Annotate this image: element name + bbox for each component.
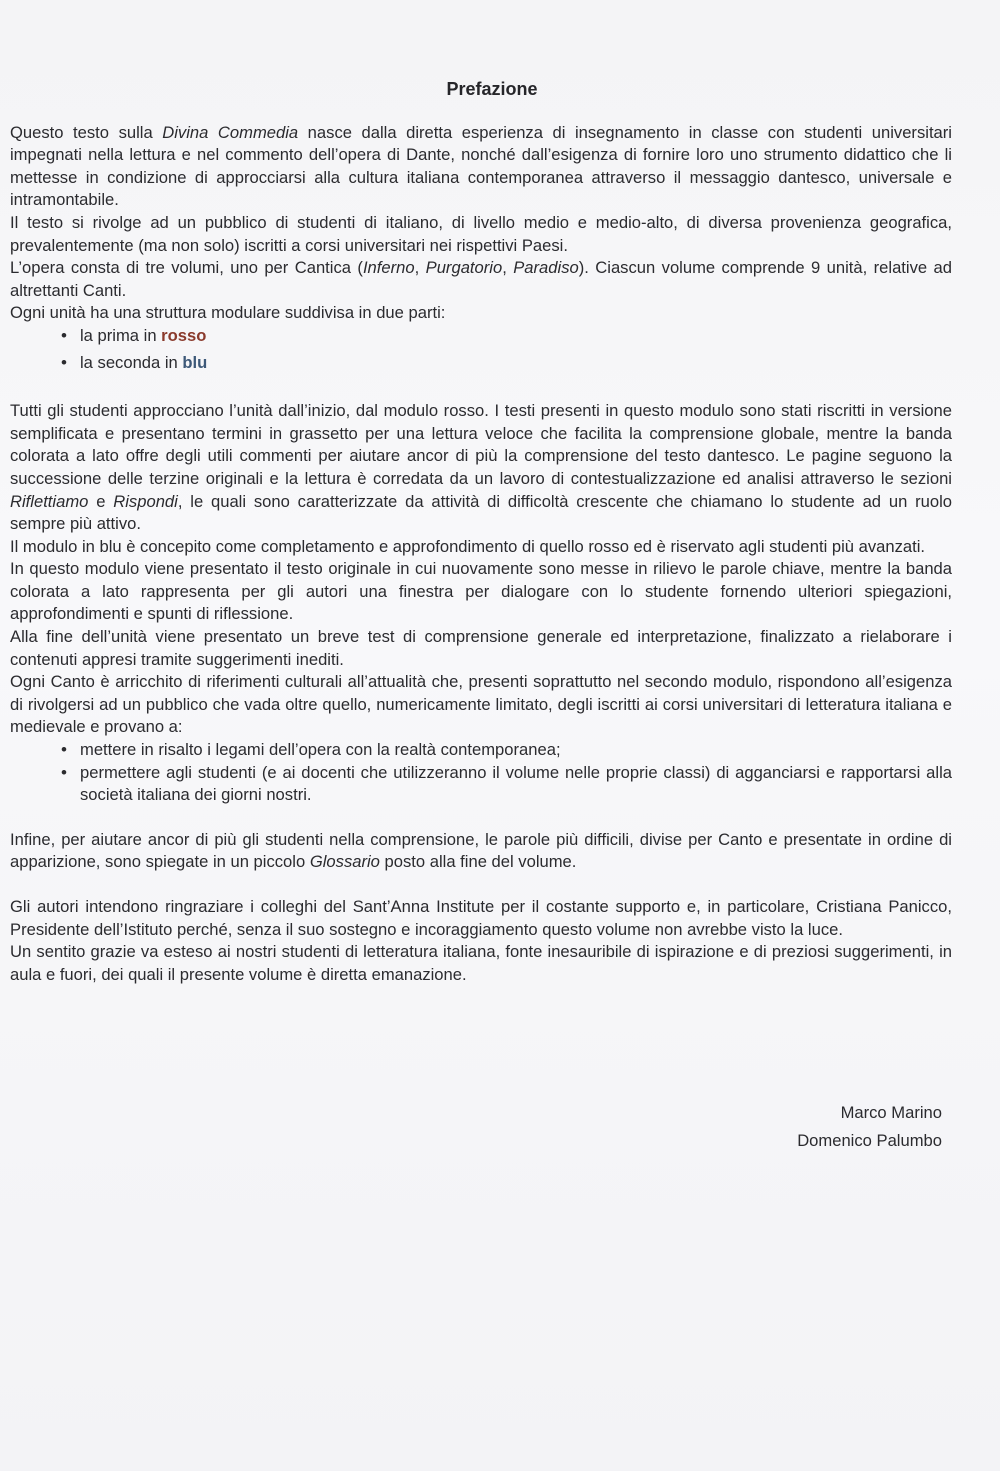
modules-paragraph-2: Il modulo in blu è concepito come completamento e approfondimento di quello rosso ed è riservato agli studenti più avanzati.: [10, 536, 926, 556]
cantica-purgatorio: Purgatorio: [425, 258, 503, 278]
goals-list: [10, 739, 952, 807]
text-run: posto alla fine del volume.: [379, 852, 577, 872]
modules-paragraph-5: Ogni Canto è arricchito di riferimenti culturali all’attualità che, presenti soprattutto nel secondo modulo, rispondono all’esigenza di rivolgersi ad un pubblico che vada oltre quello, numericamente limitato, degli iscritti ai corsi universitari di letteratura italiana e medievale e provano a:: [10, 672, 952, 737]
intro-paragraph-4: Ogni unità ha una struttura modulare suddivisa in due parti:: [10, 303, 446, 323]
modules-paragraph-1: [10, 400, 952, 536]
text-run: la prima in: [80, 325, 162, 345]
text-run: Infine, per aiutare ancor di più gli studenti nella comprensione, le parole più difficili, divise per Canto e presentate in ordine di apparizione, sono spiegate in un piccolo: [10, 829, 952, 872]
thanks-paragraph-2: Un sentito grazie va esteso ai nostri studenti di letteratura italiana, fonte inesauribile di ispirazione e di preziosi suggerimenti, in aula e fuori, dei quali il presente volume è diretta emanazione.: [10, 942, 952, 984]
text-run: Tutti gli studenti approcciano l’unità dall’inizio, dal modulo rosso. I testi presenti in questo modulo sono stati riscritti in versione semplificata e presentano termini in grassetto per una lettura veloce che facilita la comprensione globale, mentre la banda colorata a lato offre degli utili commenti per aiutare ancor di più la comprensione del testo dantesco. Le pagine seguono la successione delle terzine originali e la lettura è corredata da un lavoro di contestualizzazione ed analisi attraverso le sezioni: [10, 401, 952, 488]
text-run: ,: [502, 258, 514, 278]
text-run: la seconda in: [80, 352, 183, 372]
section-name-rispondi: Rispondi: [113, 491, 178, 511]
text-run: e: [88, 491, 114, 511]
authors-signature: [797, 1099, 942, 1155]
text-run: , le quali sono caratterizzate da attività di difficoltà crescente che chiamano lo studente ad un ruolo sempre più attivo.: [10, 491, 953, 534]
glossary-paragraph: [10, 829, 952, 874]
cantica-paradiso: Paradiso: [513, 258, 579, 278]
text-run: ,: [414, 258, 426, 278]
intro-paragraph-2: Il testo si rivolge ad un pubblico di studenti di italiano, di livello medio e medio-alto, di diversa provenienza geografica, prevalentemente (ma non solo) iscritti a corsi universitari nei rispettivi Paesi.: [10, 212, 952, 255]
intro-paragraph-3: [10, 257, 952, 302]
cantica-inferno: Inferno: [362, 258, 415, 278]
page-title: Prefazione: [446, 79, 538, 99]
text-run: ). Ciascun volume comprende 9 unità, relative ad altrettanti Canti.: [10, 258, 952, 300]
red-keyword: rosso: [161, 325, 207, 345]
book-title-divina-commedia: Divina Commedia: [162, 122, 299, 142]
intro-paragraph-1: [10, 122, 952, 212]
preface-body: [10, 78, 952, 986]
author-name: Domenico Palumbo: [797, 1131, 942, 1150]
list-item: • mettere in risalto i legami dell’opera con la realtà contemporanea;: [80, 739, 952, 762]
section-name-riflettiamo: Riflettiamo: [10, 491, 89, 511]
modules-paragraph-4: Alla fine dell’unità viene presentato un breve test di comprensione generale ed interpretazione, finalizzato a rielaborare i contenuti appresi tramite suggerimenti inediti.: [10, 627, 952, 669]
list-item-red-module: [80, 325, 952, 348]
module-parts-list: [10, 325, 952, 374]
blue-keyword: blu: [182, 352, 208, 372]
thanks-paragraph-1: Gli autori intendono ringraziare i colleghi del Sant’Anna Institute per il costante supporto e, in particolare, Cristiana Panicco, Presidente dell’Istituto perché, senza il suo sostegno e incoraggiamento questo volume non avrebbe visto la luce.: [10, 897, 952, 939]
text-run: Questo testo sulla: [10, 122, 163, 142]
glossario-term: Glossario: [309, 852, 380, 872]
modules-paragraph-3: In questo modulo viene presentato il testo originale in cui nuovamente sono messe in rilievo le parole chiave, mentre la banda colorata a lato rappresenta per gli autori una finestra per dialogare con lo studente fornendo ulteriori spiegazioni, approfondimenti e spunti di riflessione.: [10, 559, 952, 624]
list-item: • permettere agli studenti (e ai docenti che utilizzeranno il volume nelle proprie classi) di agganciarsi e rapportarsi alla società italiana dei giorni nostri.: [80, 762, 952, 807]
list-item-blue-module: [80, 352, 952, 375]
text-run: L’opera consta di tre volumi, uno per Cantica (: [10, 258, 363, 278]
text-run: nasce dalla diretta esperienza di insegnamento in classe con studenti universitari impegnati nella lettura e nel commento dell’opera di Dante, nonché dall’esigenza di fornire loro uno strumento didattico che li mettesse in condizione di approcciarsi alla cultura italiana contemporanea attraverso il messaggio dantesco, universale e intramontabile.: [10, 122, 952, 210]
author-name: Marco Marino: [840, 1103, 942, 1122]
